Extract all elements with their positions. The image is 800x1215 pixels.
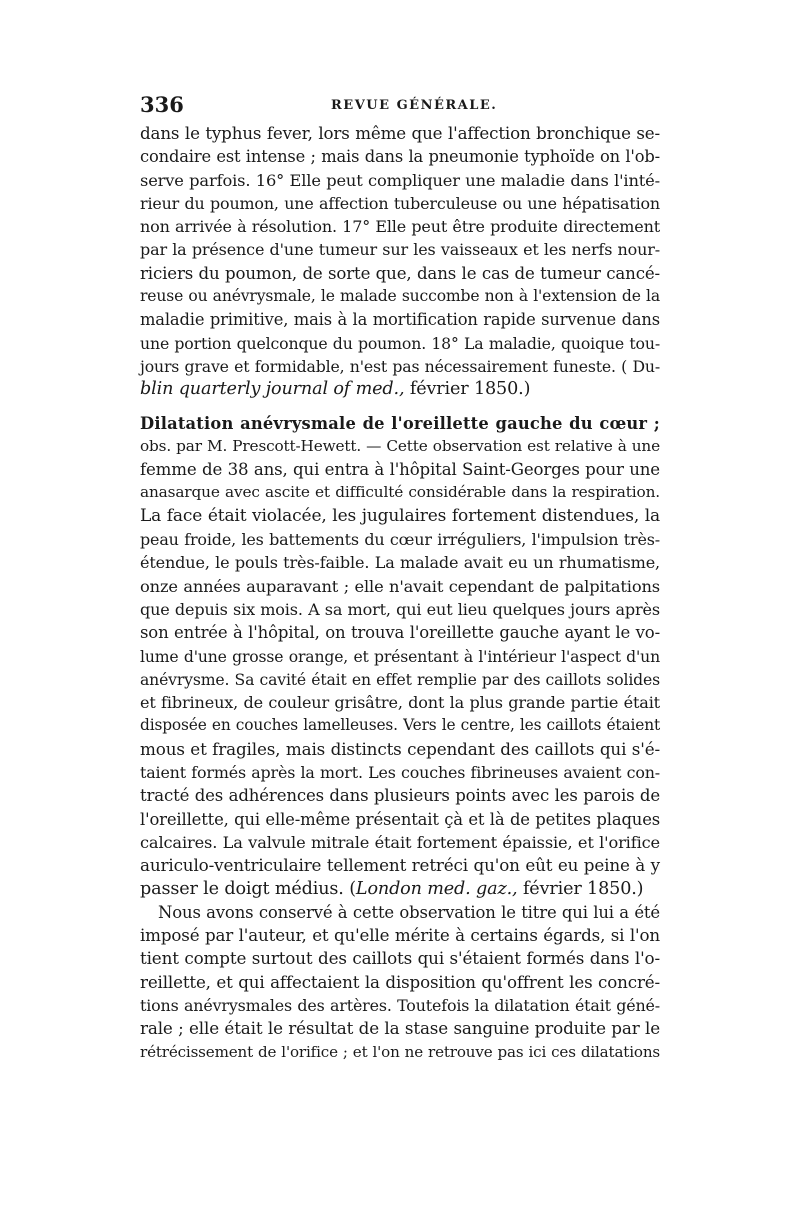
article-prescott-hewett bbox=[140, 412, 660, 901]
text-line: mous et fragiles, mais distincts cependant des caillots qui s'é- bbox=[140, 738, 660, 759]
text-line: taient formés après la mort. Les couches fibrineuses avaient con- bbox=[140, 763, 660, 783]
journal-citation: blin quarterly journal of med., bbox=[140, 379, 405, 400]
text-line: disposée en couches lamelleuses. Vers le centre, les caillots étaient bbox=[140, 716, 660, 735]
text-line: calcaires. La valvule mitrale était fortement épaissie, et l'orifice bbox=[140, 832, 660, 852]
text-line: tient compte surtout des caillots qui s'étaient formés dans l'o- bbox=[140, 948, 660, 969]
text-line: son entrée à l'hôpital, on trouva l'oreillette gauche ayant le vo- bbox=[140, 623, 660, 643]
text-line: étendue, le pouls très-faible. La malade avait eu un rhumatisme, bbox=[140, 553, 660, 573]
text-line: auriculo-ventriculaire tellement retréci qu'on eût eu peine à y bbox=[140, 855, 660, 876]
citation-line bbox=[140, 378, 660, 401]
article-heading: Dilatation anévrysmale de l'oreillette gauche du cœur ; bbox=[140, 413, 660, 433]
text-line: par la présence d'une tumeur sur les vaisseaux et les nerfs nour- bbox=[140, 240, 660, 260]
text-line: anévrysme. Sa cavité était en effet remplie par des caillots solides bbox=[140, 669, 660, 689]
text-line: non arrivée à résolution. 17° Elle peut être produite directement bbox=[140, 217, 660, 237]
text-line: tions anévrysmales des artères. Toutefois la dilatation était géné- bbox=[140, 995, 660, 1015]
paragraph-continued bbox=[140, 122, 660, 402]
text-line: riciers du poumon, de sorte que, dans le cas de tumeur cancé- bbox=[140, 263, 660, 283]
text-line: condaire est intense ; mais dans la pneumonie typhoïde on l'ob- bbox=[140, 147, 660, 167]
text-line: peau froide, les battements du cœur irréguliers, l'impulsion très- bbox=[140, 530, 660, 550]
text-line: rétrécissement de l'orifice ; et l'on ne retrouve pas ici ces dilatations bbox=[140, 1042, 660, 1061]
page-number: 336 bbox=[140, 92, 184, 117]
page-header bbox=[140, 92, 660, 122]
text-line: l'oreillette, qui elle-même présentait çà et là de petites plaques bbox=[140, 809, 660, 829]
citation-date: février 1850.) bbox=[517, 878, 644, 899]
text-line: dans le typhus fever, lors même que l'affection bronchique se- bbox=[140, 123, 660, 143]
running-title: REVUE GÉNÉRALE. bbox=[331, 98, 498, 113]
text-line: rieur du poumon, une affection tuberculeuse ou une hépatisation bbox=[140, 193, 660, 213]
text-line: anasarque avec ascite et difficulté considérable dans la respiration. bbox=[140, 483, 660, 502]
citation-prefix: passer le doigt médius. ( bbox=[140, 878, 356, 899]
text-line: maladie primitive, mais à la mortification rapide survenue dans bbox=[140, 310, 660, 330]
text-line: serve parfois. 16° Elle peut compliquer une maladie dans l'inté- bbox=[140, 170, 660, 190]
journal-citation: London med. gaz., bbox=[355, 878, 518, 899]
book-page bbox=[140, 92, 660, 1064]
text-line: imposé par l'auteur, et qu'elle mérite à certains égards, si l'on bbox=[140, 925, 660, 946]
citation-date: février 1850.) bbox=[404, 379, 531, 400]
text-line: reuse ou anévrysmale, le malade succombe non à l'extension de la bbox=[140, 287, 660, 306]
text-line: que depuis six mois. A sa mort, qui eut lieu quelques jours après bbox=[140, 599, 660, 619]
text-line: femme de 38 ans, qui entra à l'hôpital Saint-Georges pour une bbox=[140, 460, 660, 480]
text-line: La face était violacée, les jugulaires fortement distendues, la bbox=[140, 505, 660, 526]
text-line: lume d'une grosse orange, et présentant à l'intérieur l'aspect d'un bbox=[140, 646, 660, 666]
commentary-paragraph bbox=[140, 901, 660, 1064]
text-line: et fibrineux, de couleur grisâtre, dont la plus grande partie était bbox=[140, 693, 660, 713]
text-line: obs. par M. Prescott-Hewett. — Cette observation est relative à une bbox=[140, 436, 660, 455]
text-line: une portion quelconque du poumon. 18° La maladie, quoique tou- bbox=[140, 333, 660, 353]
text-line: onze années auparavant ; elle n'avait cependant de palpitations bbox=[140, 576, 660, 596]
citation-line bbox=[140, 878, 660, 901]
text-line: jours grave et formidable, n'est pas nécessairement funeste. ( Du- bbox=[140, 356, 660, 376]
text-line: tracté des adhérences dans plusieurs points avec les parois de bbox=[140, 786, 660, 806]
text-line: rale ; elle était le résultat de la stase sanguine produite par le bbox=[140, 1018, 660, 1039]
text-line: Nous avons conservé à cette observation le titre qui lui a été bbox=[158, 902, 660, 922]
text-line: reillette, et qui affectaient la disposition qu'offrent les concré- bbox=[140, 971, 660, 992]
